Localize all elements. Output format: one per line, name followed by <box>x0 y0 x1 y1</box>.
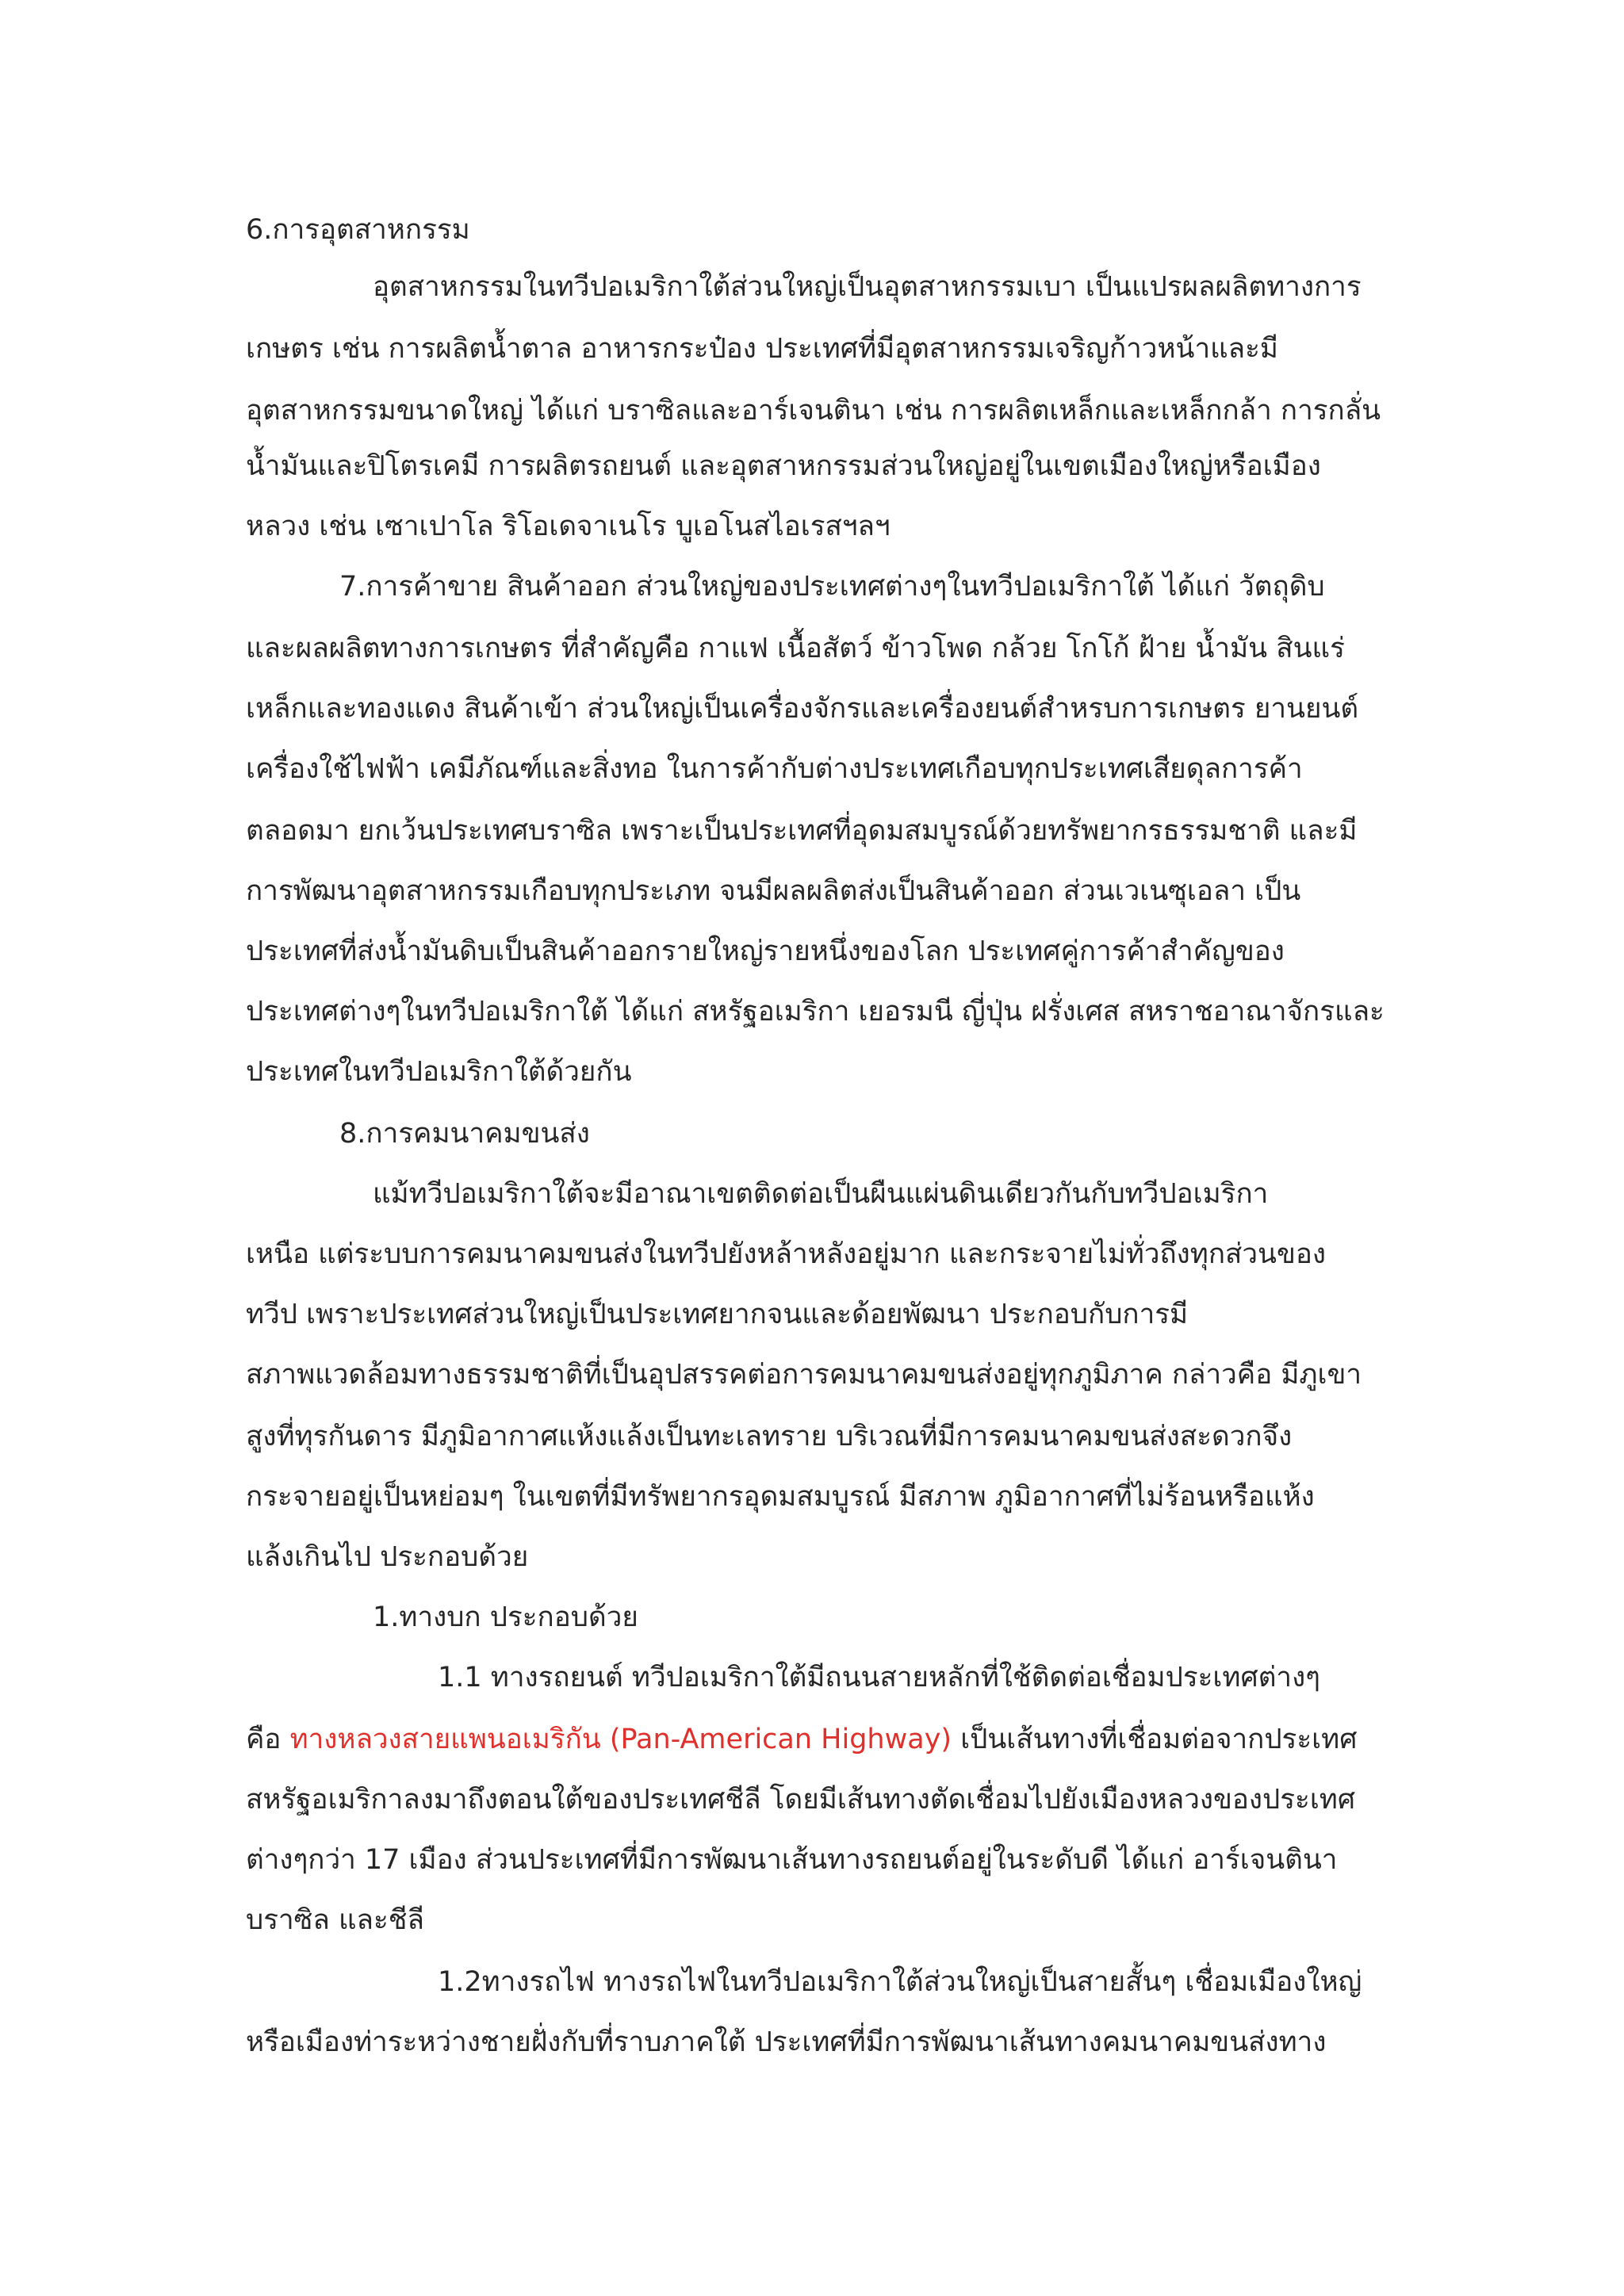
section-heading-industry: 6.การอุตสาหกรรม <box>246 214 470 246</box>
paragraph-line: และผลผลิตทางการเกษตร ที่สำคัญคือ กาแฟ เนื้อสัตว์ ข้าวโพด กล้วย โกโก้ ฝ้าย น้ำมัน สินแร่ <box>246 633 1345 664</box>
paragraph-line: เหล็กและทองแดง สินค้าเข้า ส่วนใหญ่เป็นเครื่องจักรและเครื่องยนต์สำหรบการเกษตร ยานยนต์ <box>246 693 1359 725</box>
paragraph-line: ตลอดมา ยกเว้นประเทศบราซิล เพราะเป็นประเทศที่อุดมสมบูรณ์ด้วยทรัพยากรธรรมชาติ และมี <box>246 815 1358 847</box>
paragraph-line: น้ำมันและปิโตรเคมี การผลิตรถยนต์ และอุตสาหกรรมส่วนใหญ่อยู่ในเขตเมืองใหญ่หรือเมือง <box>246 450 1321 482</box>
highway-line-prefix: คือ <box>246 1724 290 1755</box>
paragraph-line: ประเทศที่ส่งน้ำมันดิบเป็นสินค้าออกรายใหญ่รายหนึ่งของโลก ประเทศคู่การค้าสำคัญของ <box>246 936 1285 967</box>
highway-line-suffix: เป็นเส้นทางที่เชื่อมต่อจากประเทศ <box>952 1724 1358 1755</box>
subheading-rail: 1.2ทางรถไฟ ทางรถไฟในทวีปอเมริกาใต้ส่วนใหญ่เป็นสายสั้นๆ เชื่อมเมืองใหญ่ <box>438 1966 1362 1998</box>
paragraph-line: สหรัฐอเมริกาลงมาถึงตอนใต้ของประเทศชีลี โดยมีเส้นทางตัดเชื่อมไปยังเมืองหลวงของประเทศ <box>246 1784 1356 1816</box>
pan-american-highway-highlight: ทางหลวงสายแพนอเมริกัน (Pan-American Highway) <box>289 1724 952 1755</box>
section-heading-transport: 8.การคมนาคมขนส่ง <box>339 1118 590 1150</box>
paragraph-line: อุตสาหกรรมในทวีปอเมริกาใต้ส่วนใหญ่เป็นอุตสาหกรรมเบา เป็นแปรผลผลิตทางการ <box>373 271 1362 303</box>
paragraph-line: ประเทศต่างๆในทวีปอเมริกาใต้ ได้แก่ สหรัฐอเมริกา เยอรมนี ญี่ปุ่น ฝรั่งเศส สหราชอาณาจักรและ <box>246 996 1385 1027</box>
paragraph-line: สูงที่ทุรกันดาร มีภูมิอากาศแห้งแล้งเป็นทะเลทราย บริเวณที่มีการคมนาคมขนส่งสะดวกจึง <box>246 1421 1293 1452</box>
paragraph-line: การพัฒนาอุตสาหกรรมเกือบทุกประเภท จนมีผลผลิตส่งเป็นสินค้าออก ส่วนเวเนซุเอลา เป็น <box>246 875 1301 907</box>
paragraph-line: แล้งเกินไป ประกอบด้วย <box>246 1541 529 1573</box>
paragraph-line: สภาพแวดล้อมทางธรรมชาติที่เป็นอุปสรรคต่อการคมนาคมขนส่งอยู่ทุกภูมิภาค กล่าวคือ มีภูเขา <box>246 1359 1362 1391</box>
paragraph-line: กระจายอยู่เป็นหย่อมๆ ในเขตที่มีทรัพยากรอุดมสมบูรณ์ มีสภาพ ภูมิอากาศที่ไม่ร้อนหรือแห้ง <box>246 1481 1315 1513</box>
section-heading-trade: 7.การค้าขาย สินค้าออก ส่วนใหญ่ของประเทศต่างๆในทวีปอเมริกาใต้ ได้แก่ วัตถุดิบ <box>339 571 1325 603</box>
paragraph-line: เกษตร เช่น การผลิตน้ำตาล อาหารกระป๋อง ประเทศที่มีอุตสาหกรรมเจริญก้าวหน้าและมี <box>246 333 1278 365</box>
paragraph-line: ทวีป เพราะประเทศส่วนใหญ่เป็นประเทศยากจนและด้อยพัฒนา ประกอบกับการมี <box>246 1299 1189 1330</box>
paragraph-line: ประเทศในทวีปอเมริกาใต้ด้วยกัน <box>246 1056 632 1088</box>
subheading-road: 1.1 ทางรถยนต์ ทวีปอเมริกาใต้มีถนนสายหลักที่ใช้ติดต่อเชื่อมประเทศต่างๆ <box>438 1662 1320 1693</box>
paragraph-line: เหนือ แต่ระบบการคมนาคมขนส่งในทวีปยังหล้าหลังอยู่มาก และกระจายไม่ทั่วถึงทุกส่วนของ <box>246 1238 1327 1270</box>
highway-line <box>246 1716 1357 1763</box>
paragraph-line: แม้ทวีปอเมริกาใต้จะมีอาณาเขตติดต่อเป็นผืนแผ่นดินเดียวกันกับทวีปอเมริกา <box>373 1178 1269 1210</box>
paragraph-line: เครื่องใช้ไฟฟ้า เคมีภัณฑ์และสิ่งทอ ในการค้ากับต่างประเทศเกือบทุกประเทศเสียดุลการค้า <box>246 753 1303 785</box>
paragraph-line: บราซิล และชีลี <box>246 1904 425 1936</box>
paragraph-line: หลวง เช่น เซาเปาโล ริโอเดจาเนโร บูเอโนสไอเรสฯลฯ <box>246 511 891 542</box>
paragraph-line: หรือเมืองท่าระหว่างชายฝั่งกับที่ราบภาคใต้ ประเทศที่มีการพัฒนาเส้นทางคมนาคมขนส่งทาง <box>246 2026 1327 2058</box>
paragraph-line: ต่างๆกว่า 17 เมือง ส่วนประเทศที่มีการพัฒนาเส้นทางรถยนต์อยู่ในระดับดี ได้แก่ อาร์เจนตินา <box>246 1844 1338 1876</box>
paragraph-line: อุตสาหกรรมขนาดใหญ่ ได้แก่ บราซิลและอาร์เจนตินา เช่น การผลิตเหล็กและเหล็กกล้า การกลั่น <box>246 395 1381 427</box>
subheading-land: 1.ทางบก ประกอบด้วย <box>373 1601 638 1633</box>
